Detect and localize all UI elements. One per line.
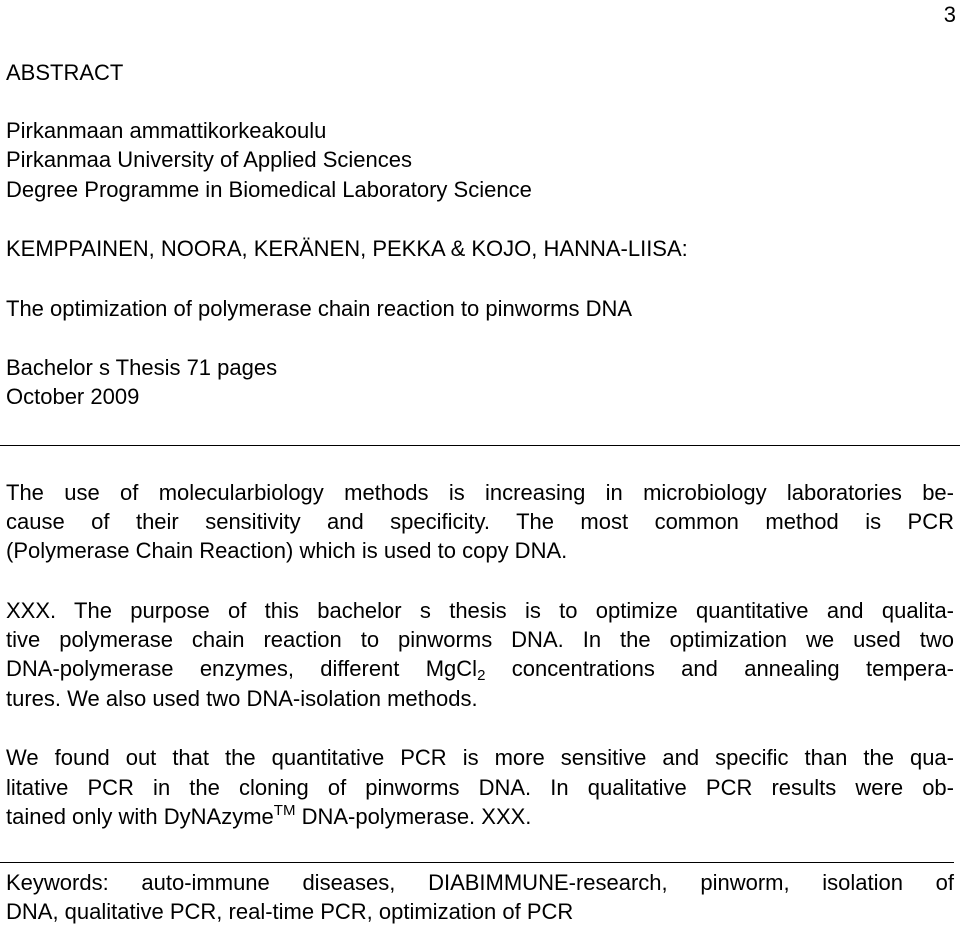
paragraph2-line3-after: concentrations and annealing tempera- bbox=[485, 656, 955, 681]
degree-programme: Degree Programme in Biomedical Laboratory Science bbox=[6, 177, 532, 202]
paragraph2-line2: tive polymerase chain reaction to pinworms DNA. In the optimization we used two bbox=[6, 627, 954, 652]
paragraph2-line3 bbox=[6, 654, 954, 683]
keywords-line1: Keywords: auto-immune diseases, DIABIMMUNE-research, pinworm, isolation of bbox=[6, 870, 954, 895]
header-divider bbox=[0, 445, 960, 446]
paragraph3-line3-after: DNA-polymerase. XXX. bbox=[295, 804, 532, 829]
institution-finnish: Pirkanmaan ammattikorkeakoulu bbox=[6, 118, 327, 143]
paragraph3-line2: litative PCR in the cloning of pinworms DNA. In qualitative PCR results were ob- bbox=[6, 775, 954, 800]
paragraph1-line1: The use of molecularbiology methods is increasing in microbiology laboratories be- bbox=[6, 480, 954, 505]
thesis-type-pages: Bachelor s Thesis 71 pages bbox=[6, 355, 278, 380]
thesis-title: The optimization of polymerase chain reaction to pinworms DNA bbox=[6, 296, 633, 321]
thesis-date: October 2009 bbox=[6, 384, 140, 409]
institution-english: Pirkanmaa University of Applied Sciences bbox=[6, 147, 412, 172]
keywords-line2: DNA, qualitative PCR, real-time PCR, optimization of PCR bbox=[6, 899, 574, 924]
paragraph2-line4: tures. We also used two DNA-isolation methods. bbox=[6, 686, 478, 711]
paragraph2-line3-before: DNA-polymerase enzymes, different MgCl bbox=[6, 656, 478, 681]
abstract-heading: ABSTRACT bbox=[6, 60, 124, 85]
paragraph1-line3: (Polymerase Chain Reaction) which is used to copy DNA. bbox=[6, 538, 568, 563]
paragraph3-line3-before: tained only with DyNAzyme bbox=[6, 804, 274, 829]
trademark-superscript: TM bbox=[273, 802, 296, 819]
paragraph1-line2: cause of their sensitivity and specificity. The most common method is PCR bbox=[6, 509, 954, 534]
paragraph3-line3 bbox=[6, 802, 531, 831]
paragraph2-line1: XXX. The purpose of this bachelor s thesis is to optimize quantitative and qualita- bbox=[6, 598, 954, 623]
authors: KEMPPAINEN, NOORA, KERÄNEN, PEKKA & KOJO, HANNA-LIISA: bbox=[6, 236, 688, 261]
keywords-divider bbox=[0, 862, 954, 863]
mgcl2-subscript: 2 bbox=[477, 667, 486, 684]
page-number: 3 bbox=[943, 2, 956, 27]
paragraph3-line1: We found out that the quantitative PCR is more sensitive and specific than the qua- bbox=[6, 745, 954, 770]
